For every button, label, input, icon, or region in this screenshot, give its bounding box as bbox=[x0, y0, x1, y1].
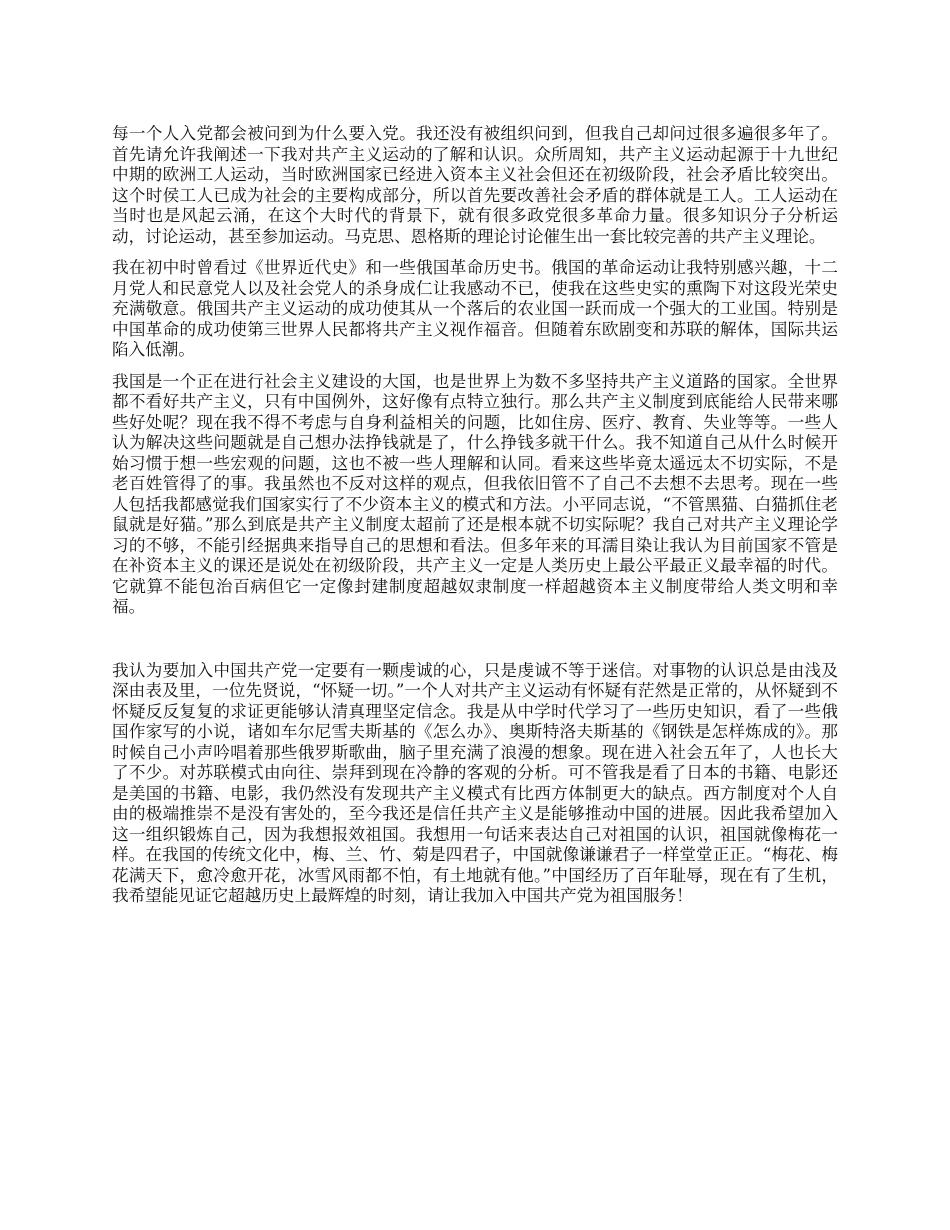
paragraph-1: 每一个人入党都会被问到为什么要入党。我还没有被组织问到，但我自己却问过很多遍很多年了。首先请允许我阐述一下我对共产主义运动的了解和认识。众所周知，共产主义运动起源于十九世纪中期的欧洲工人运动，当时欧洲国家已经进入资本主义社会但还在初级阶段，社会矛盾比较突出。这个时侯工人已成为社会的主要构成部分，所以首先要改善社会矛盾的群体就是工人。工人运动在当时也是风起云涌，在这个大时代的背景下，就有很多政党很多革命力量。很多知识分子分析运动，讨论运动，甚至参加运动。马克思、恩格斯的理论讨论催生出一套比较完善的共产主义理论。 bbox=[112, 124, 838, 246]
document-body bbox=[112, 124, 838, 918]
paragraph-4: 我认为要加入中国共产党一定要有一颗虔诚的心，只是虔诚不等于迷信。对事物的认识总是由浅及深由表及里，一位先贤说，“怀疑一切。”一个人对共产主义运动有怀疑有茫然是正常的，从怀疑到不怀疑反反复复的求证更能够认清真理坚定信念。我是从中学时代学习了一些历史知识，看了一些俄国作家写的小说，诸如车尔尼雪夫斯基的《怎么办》、奥斯特洛夫斯基的《钢铁是怎样炼成的》。那时候自己小声吟唱着那些俄罗斯歌曲，脑子里充满了浪漫的想象。现在进入社会五年了，人也长大了不少。对苏联模式由向往、崇拜到现在冷静的客观的分析。可不管我是看了日本的书籍、电影还是美国的书籍、电影，我仍然没有发现共产主义模式有比西方体制更大的缺点。西方制度对个人自由的极端推崇不是没有害处的，至今我还是信任共产主义是能够推动中国的进展。因此我希望加入这一组织锻炼自己，因为我想报效祖国。我想用一句话来表达自己对祖国的认识，祖国就像梅花一样。在我国的传统文化中，梅、兰、竹、菊是四君子，中国就像谦谦君子一样堂堂正正。“梅花、梅花满天下，愈冷愈开花，冰雪风雨都不怕，有土地就有他。”中国经历了百年耻辱，现在有了生机，我希望能见证它超越历史上最辉煌的时刻，请让我加入中国共产党为祖国服务！ bbox=[112, 660, 838, 905]
paragraph-3: 我国是一个正在进行社会主义建设的大国，也是世界上为数不多坚持共产主义道路的国家。全世界都不看好共产主义，只有中国例外，这好像有点特立独行。那么共产主义制度到底能给人民带来哪些好处呢？现在我不得不考虑与自身利益相关的问题，比如住房、医疗、教育、失业等等。一些人认为解决这些问题就是自己想办法挣钱就是了，什么挣钱多就干什么。我不知道自己从什么时候开始习惯于想一些宏观的问题，这也不被一些人理解和认同。看来这些毕竟太遥远太不切实际，不是老百姓管得了的事。我虽然也不反对这样的观点，但我依旧管不了自己不去想不去思考。现在一些人包括我都感觉我们国家实行了不少资本主义的模式和方法。小平同志说，“不管黑猫、白猫抓住老鼠就是好猫。”那么到底是共产主义制度太超前了还是根本就不切实际呢？我自己对共产主义理论学习的不够，不能引经据典来指导自己的思想和看法。但多年来的耳濡目染让我认为目前国家不管是在补资本主义的课还是说处在初级阶段，共产主义一定是人类历史上最公平最正义最幸福的时代。它就算不能包治百病但它一定像封建制度超越奴隶制度一样超越资本主义制度带给人类文明和幸福。 bbox=[112, 371, 838, 616]
blank-gap bbox=[112, 629, 838, 661]
paragraph-2: 我在初中时曾看过《世界近代史》和一些俄国革命历史书。俄国的革命运动让我特别感兴趣，十二月党人和民意党人以及社会党人的杀身成仁让我感动不已，使我在这些史实的熏陶下对这段光荣史充满敬意。俄国共产主义运动的成功使其从一个落后的农业国一跃而成一个强大的工业国。特别是中国革命的成功使第三世界人民都将共产主义视作福音。但随着东欧剧变和苏联的解体，国际共运陷入低潮。 bbox=[112, 258, 838, 359]
